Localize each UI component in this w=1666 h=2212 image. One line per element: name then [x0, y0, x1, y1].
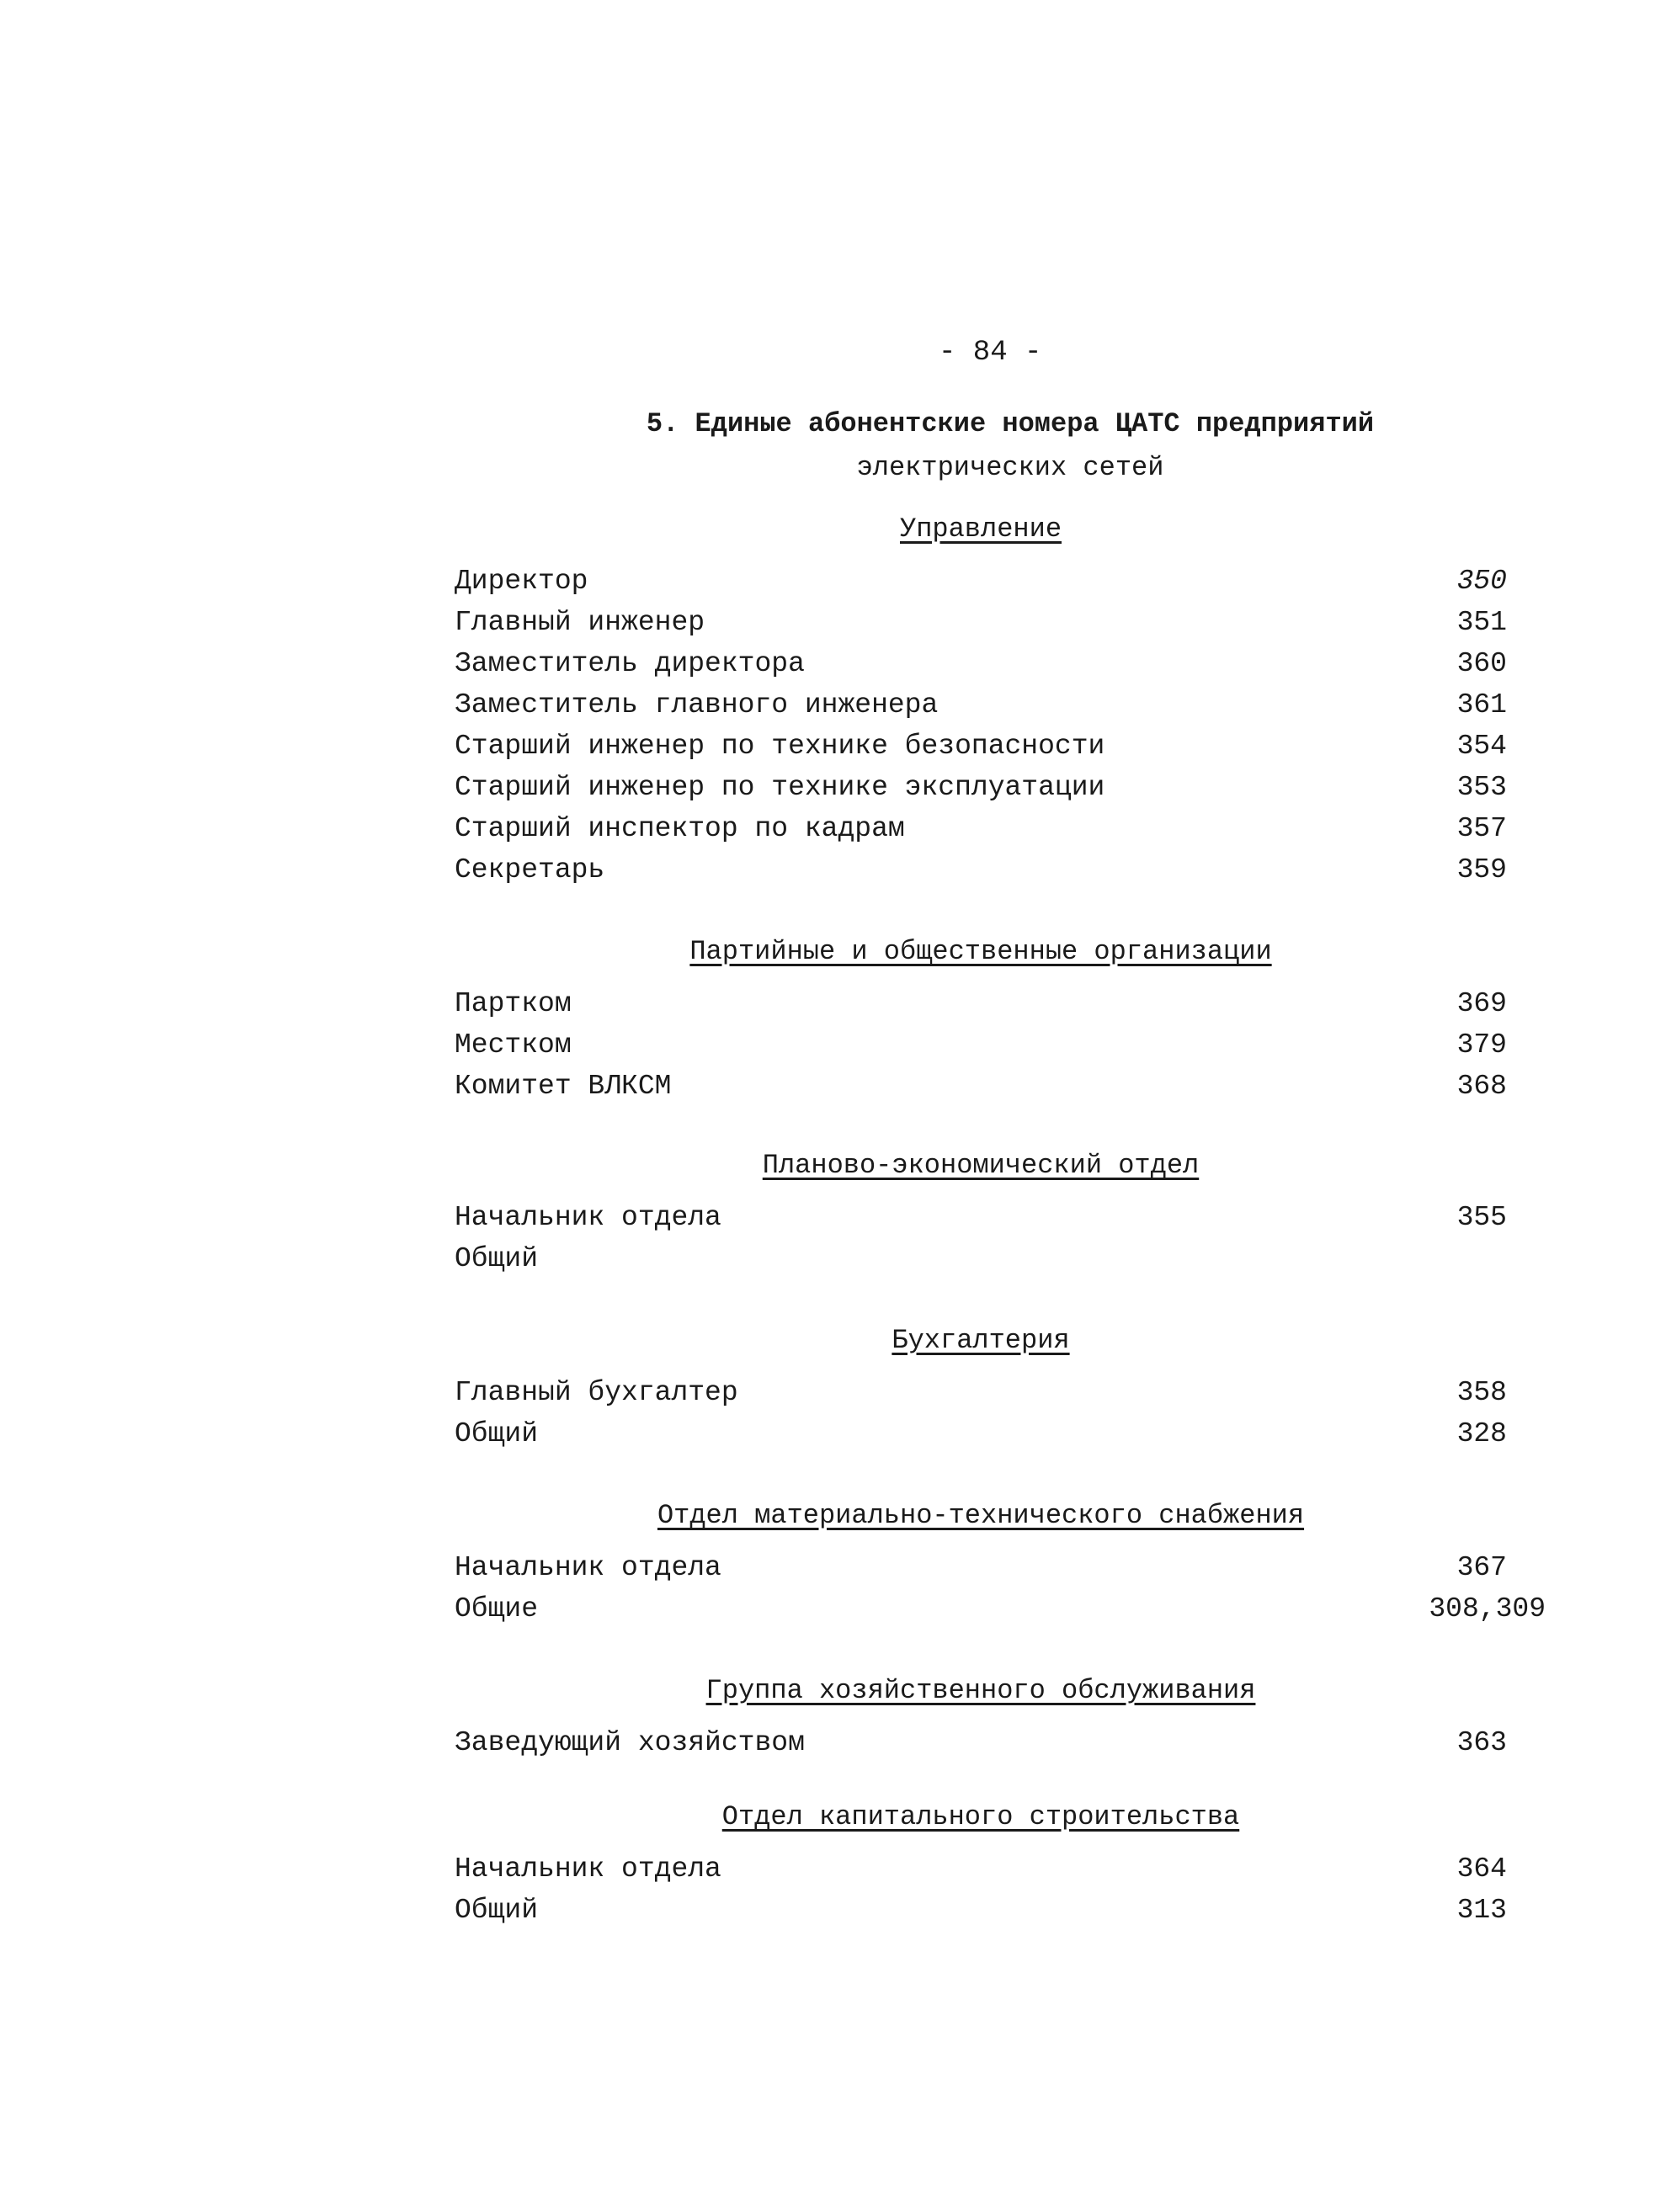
section-accounting — [455, 1325, 1507, 1454]
entry-label: Начальник отдела — [455, 1202, 721, 1233]
entry-label: Комитет ВЛКСМ — [455, 1071, 672, 1102]
list-item — [455, 1413, 1507, 1454]
list-item — [455, 602, 1507, 643]
entry-label: Общий — [455, 1243, 539, 1274]
entry-number: 360 — [1456, 648, 1507, 679]
title-line-2: электрических сетей — [856, 452, 1164, 483]
entry-label: Начальник отдела — [455, 1853, 721, 1885]
section-heading: Отдел материально-технического снабжения — [657, 1500, 1305, 1531]
entry-label: Заместитель директора — [455, 648, 805, 679]
section-supply-department — [455, 1500, 1546, 1630]
list-item — [455, 561, 1507, 602]
entry-label: Общий — [455, 1418, 539, 1449]
section-heading: Группа хозяйственного обслуживания — [705, 1675, 1256, 1706]
section-management — [455, 513, 1507, 891]
entry-number: 367 — [1456, 1552, 1507, 1583]
list-item — [455, 983, 1507, 1024]
section-planning-department — [455, 1150, 1507, 1279]
entry-number: 361 — [1456, 689, 1507, 720]
entry-label: Общие — [455, 1593, 539, 1624]
section-party-organizations — [455, 936, 1507, 1107]
entry-label: Старший инженер по технике безопасности — [455, 731, 1105, 762]
document-title — [589, 402, 1431, 490]
list-item — [455, 684, 1507, 726]
list-item — [455, 1848, 1507, 1890]
list-item — [455, 1024, 1507, 1066]
entry-number: 363 — [1456, 1727, 1507, 1758]
list-item — [455, 1197, 1507, 1238]
entry-number: 308,309 — [1429, 1593, 1546, 1624]
list-item — [455, 1547, 1507, 1588]
entry-label: Начальник отдела — [455, 1552, 721, 1583]
list-item — [455, 1066, 1507, 1107]
list-item — [455, 1238, 1507, 1279]
entry-number: 350 — [1456, 566, 1507, 597]
entry-label: Партком — [455, 988, 572, 1019]
list-item — [455, 1588, 1546, 1630]
entry-number: 353 — [1456, 772, 1507, 803]
entry-label: Главный инженер — [455, 607, 705, 638]
entry-number: 351 — [1456, 607, 1507, 638]
entry-number: 359 — [1456, 854, 1507, 885]
entry-label: Заместитель главного инженера — [455, 689, 939, 720]
entry-number: 369 — [1456, 988, 1507, 1019]
title-line-1: 5. Единые абонентские номера ЦАТС предприятий — [646, 408, 1375, 439]
entry-number: 357 — [1456, 813, 1507, 844]
section-construction-department — [455, 1801, 1507, 1931]
section-household-group — [455, 1675, 1507, 1763]
list-item — [455, 1890, 1507, 1931]
section-heading: Планово-экономический отдел — [762, 1150, 1200, 1181]
entry-number: 354 — [1456, 731, 1507, 762]
list-item — [455, 1372, 1507, 1413]
list-item — [455, 643, 1507, 684]
entry-label: Общий — [455, 1895, 539, 1926]
entry-number: 379 — [1456, 1029, 1507, 1061]
entry-number: 328 — [1456, 1418, 1507, 1449]
entry-label: Главный бухгалтер — [455, 1377, 738, 1408]
entry-label: Заведующий хозяйством — [455, 1727, 805, 1758]
section-heading: Партийные и общественные организации — [689, 936, 1272, 967]
page-number: - 84 - — [939, 337, 1042, 369]
list-item — [455, 1722, 1507, 1763]
entry-label: Местком — [455, 1029, 572, 1061]
entry-label: Старший инспектор по кадрам — [455, 813, 905, 844]
list-item — [455, 726, 1507, 767]
entry-number: 358 — [1456, 1377, 1507, 1408]
entry-label: Старший инженер по технике эксплуатации — [455, 772, 1105, 803]
section-heading: Управление — [899, 513, 1062, 545]
list-item — [455, 849, 1507, 891]
entry-number: 355 — [1456, 1202, 1507, 1233]
entry-label: Директор — [455, 566, 588, 597]
section-heading: Бухгалтерия — [892, 1325, 1070, 1356]
entry-number: 364 — [1456, 1853, 1507, 1885]
entry-number: 313 — [1456, 1895, 1507, 1926]
section-heading: Отдел капитального строительства — [721, 1801, 1240, 1832]
entry-label: Секретарь — [455, 854, 605, 885]
list-item — [455, 808, 1507, 849]
entry-number: 368 — [1456, 1071, 1507, 1102]
list-item — [455, 767, 1507, 808]
